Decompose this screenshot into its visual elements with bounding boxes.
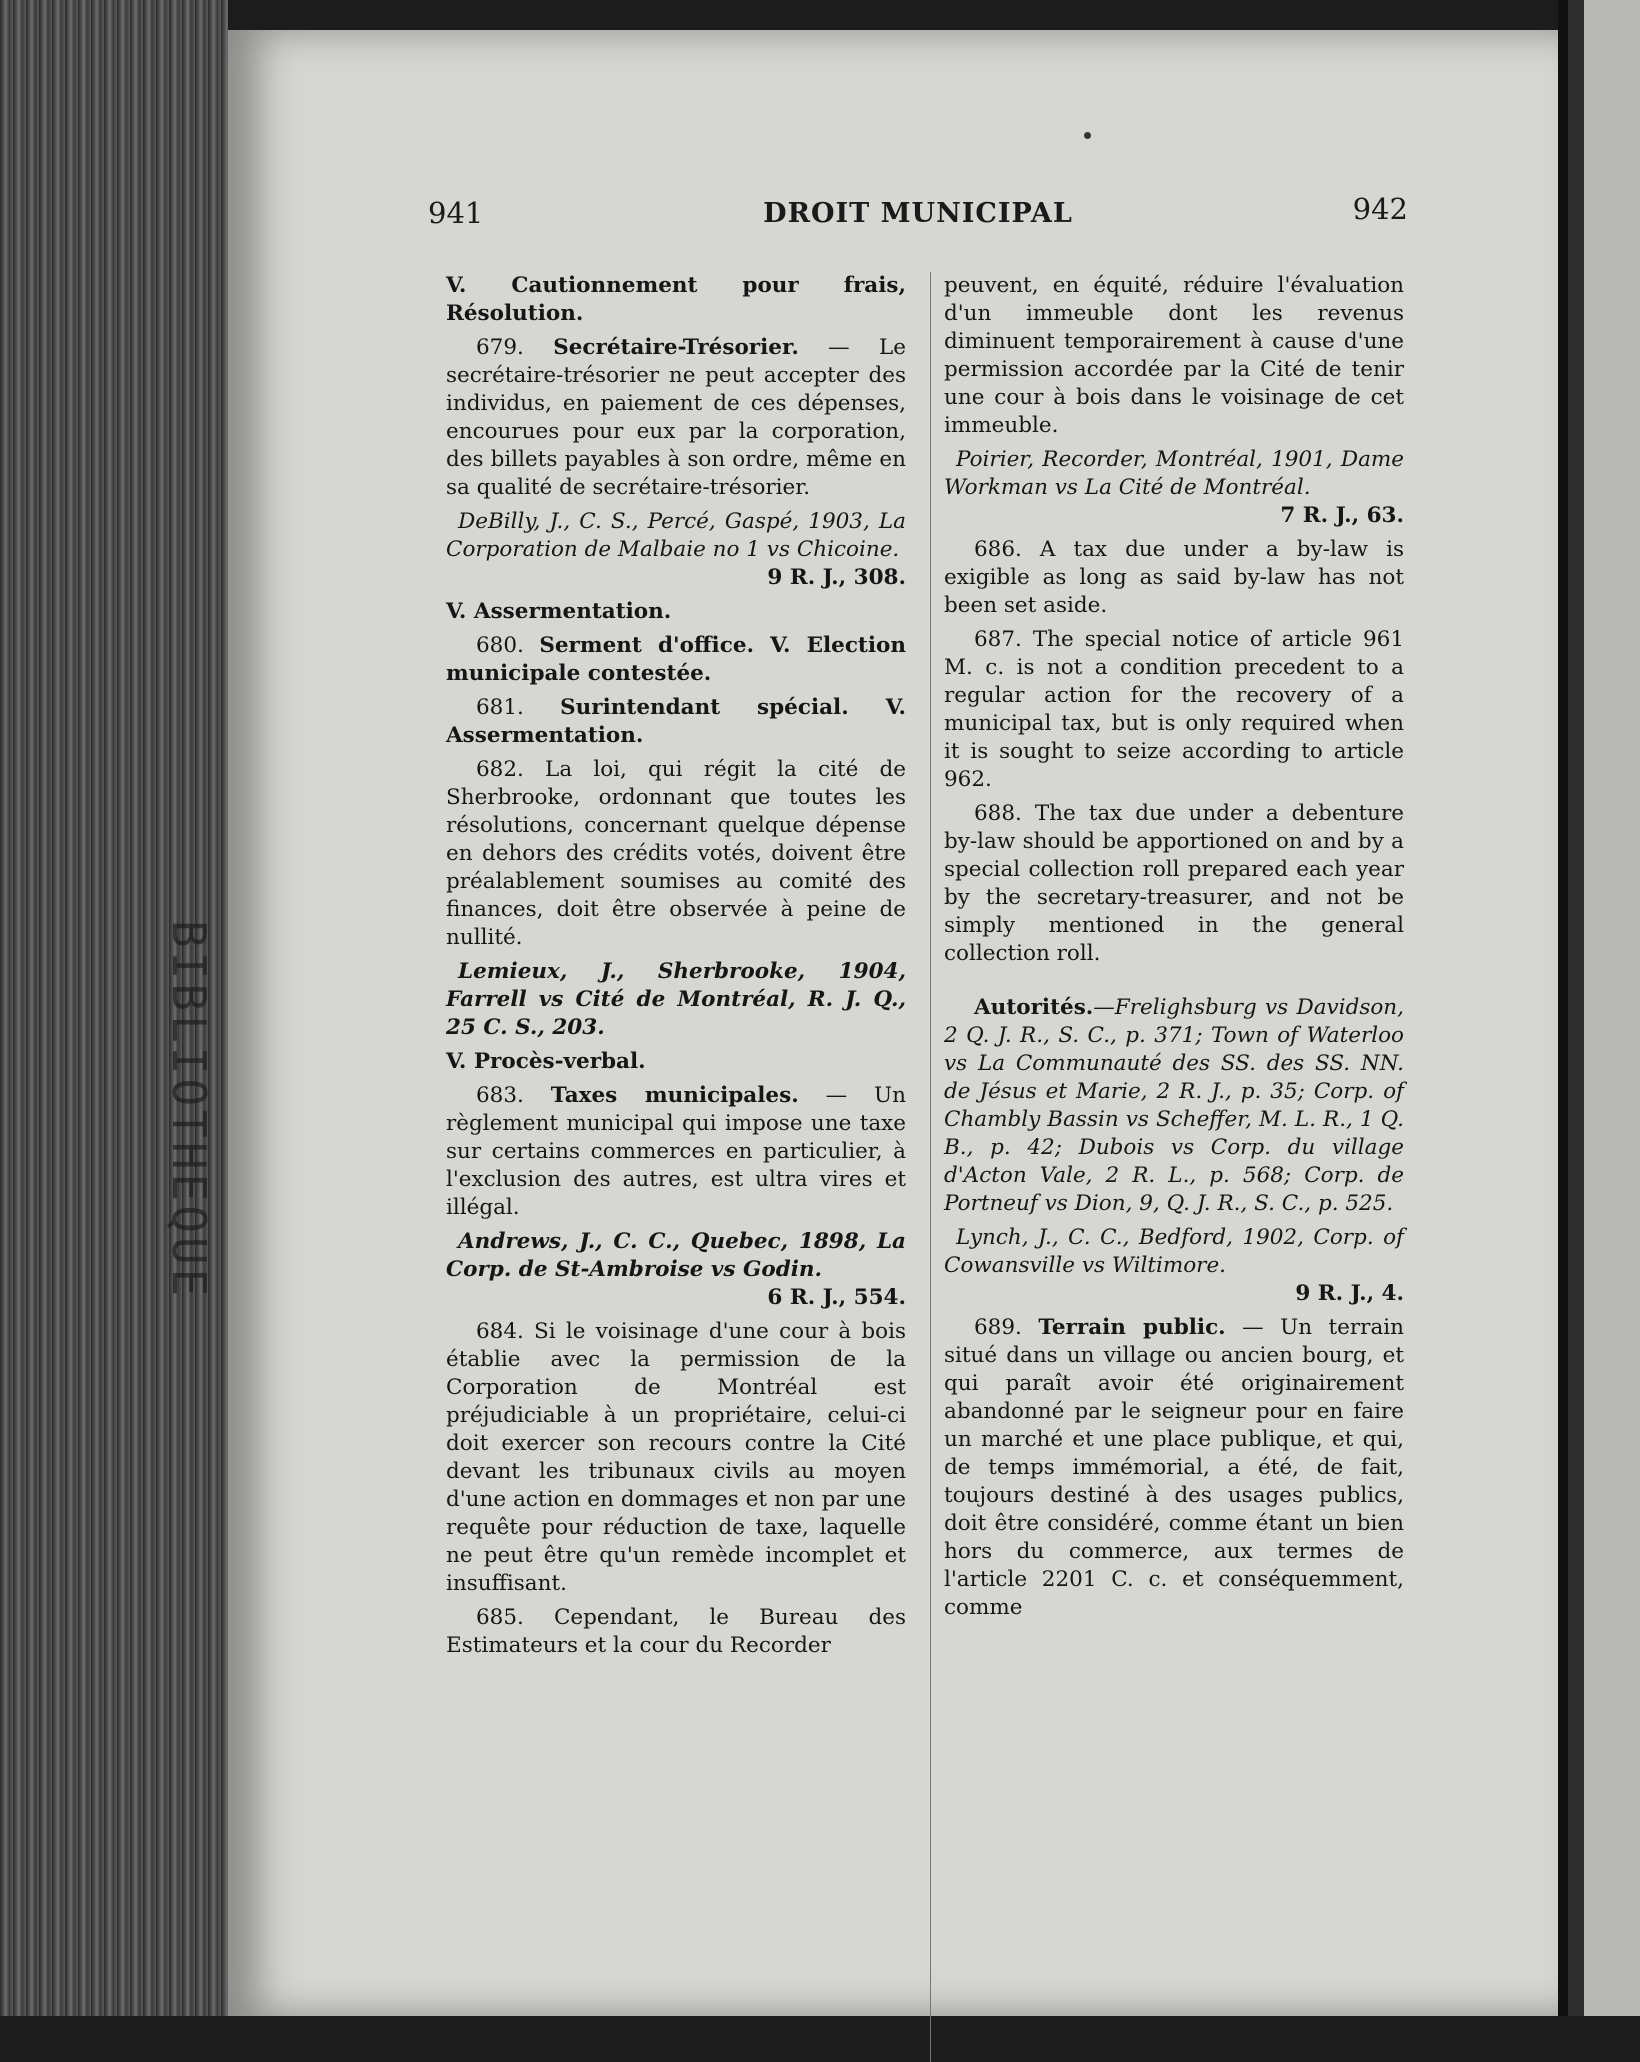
entry-687 (944, 626, 1404, 794)
entry-title: Serment d'office. V. Election municipale contestée. (446, 633, 906, 686)
facing-page-edge (1558, 0, 1640, 2016)
entry-title: Terrain public. (1038, 1315, 1226, 1340)
citation: Lemieux, J., Sherbrooke, 1904, Farrell vs Cité de Montréal, R. J. Q., 25 C. S., 203. (446, 959, 906, 1040)
entry-685 (446, 1604, 906, 1660)
entry-body: A tax due under a by-law is exigible as long as said by-law has not been set aside. (944, 537, 1404, 618)
spine-stamp: BIBLIOTHEQUE (162, 920, 216, 1301)
entry-689 (944, 1314, 1404, 1622)
column-divider (930, 272, 931, 2062)
entry-number: 681. (476, 695, 524, 720)
authorities-label: Autorités. (974, 995, 1094, 1020)
entry-681 (446, 694, 906, 750)
page-speck (1084, 132, 1091, 139)
report-reference: 9 R. J., 308. (767, 565, 906, 590)
entry-number: 689. (974, 1315, 1022, 1340)
report-reference: 7 R. J., 63. (1280, 503, 1404, 528)
entry-body: — Un règlement municipal qui impose une taxe sur certains commerces en particulier, à l'exclusion des autres, est ultra vires et illégal. (446, 1083, 906, 1220)
entry-body: — Un terrain situé dans un village ou ancien bourg, et qui paraît avoir été originairement abandonné par le seigneur pour en faire un marché et une place publique, et qui, de temps immémorial, a été, de fait, toujours destiné à des usages publics, doit être considéré, comme étant un bien hors du commerce, aux termes de l'article 2201 C. c. et conséquemment, comme (944, 1315, 1404, 1620)
entry-body: Si le voisinage d'une cour à bois établie avec la permission de la Corporation de Montréal est préjudiciable à un propriétaire, celui-ci doit exercer son recours contre la Cité devant les tribunaux civils au moyen d'une action en dommages et non par une requête pour réduction de taxe, laquelle ne peut être qu'un remède incomplet et insuffisant. (446, 1319, 906, 1596)
citation: DeBilly, J., C. S., Percé, Gaspé, 1903, La Corporation de Malbaie no 1 vs Chicoine. 9 R. J., 308. (446, 509, 906, 590)
entry-number: 683. (476, 1083, 524, 1108)
cross-reference: V. Cautionnement pour frais, Résolution. (446, 273, 906, 326)
citation: Andrews, J., C. C., Quebec, 1898, La Corp. de St-Ambroise vs Godin. 6 R. J., 554. (446, 1229, 906, 1310)
page-header (428, 192, 1408, 240)
entry-number: 688. (974, 801, 1022, 826)
entry-683 (446, 1082, 906, 1222)
entry-number: 682. (476, 757, 524, 782)
entry-686 (944, 536, 1404, 620)
entry-number: 679. (476, 335, 524, 360)
cross-reference: V. Assermentation. (446, 599, 672, 624)
entry-679 (446, 334, 906, 502)
right-column (944, 272, 1404, 1628)
entry-number: 686. (974, 537, 1022, 562)
running-title: DROIT MUNICIPAL (763, 198, 1073, 229)
entry-number: 684. (476, 1319, 524, 1344)
report-reference: 9 R. J., 4. (1295, 1281, 1404, 1306)
entry-682 (446, 756, 906, 952)
entry-680 (446, 632, 906, 688)
entry-number: 680. (476, 633, 524, 658)
entry-title: Secrétaire-Trésorier. (553, 335, 799, 360)
authorities (944, 994, 1404, 1218)
left-column (446, 272, 906, 1666)
entry-685-continued (944, 272, 1404, 440)
cross-reference: V. Procès-verbal. (446, 1049, 646, 1074)
report-reference: 6 R. J., 554. (767, 1285, 906, 1310)
citation: Poirier, Recorder, Montréal, 1901, Dame Workman vs La Cité de Montréal. 7 R. J., 63. (944, 447, 1404, 528)
entry-body: peuvent, en équité, réduire l'évaluation d'un immeuble dont les revenus diminuent temporairement à cause d'une permission accordée par la Cité de tenir une cour à bois dans le voisinage de cet immeuble. (944, 273, 1404, 438)
page-number-right: 942 (1352, 192, 1408, 226)
entry-body: — Le secrétaire-trésorier ne peut accepter des individus, en paiement de ces dépenses, encourues pour eux par la corporation, des billets payables à son ordre, même en sa qualité de secrétaire-trésorier. (446, 335, 906, 500)
citation: Lynch, J., C. C., Bedford, 1902, Corp. of Cowansville vs Wiltimore. 9 R. J., 4. (944, 1225, 1404, 1306)
entry-number: 687. (974, 627, 1022, 652)
entry-body: The tax due under a debenture by-law should be apportioned on and by a special collection roll prepared each year by the secretary-treasurer, and not be simply mentioned in the general collection roll. (944, 801, 1404, 966)
entry-body: La loi, qui régit la cité de Sherbrooke, ordonnant que toutes les résolutions, concernant quelque dépense en dehors des crédits votés, doivent être préalablement soumises au comité des finances, doit être observée à peine de nullité. (446, 757, 906, 950)
entry-body: Cependant, le Bureau des Estimateurs et la cour du Recorder (446, 1605, 906, 1658)
entry-title: Taxes municipales. (550, 1083, 799, 1108)
entry-number: 685. (476, 1605, 524, 1630)
page-number-left: 941 (428, 196, 484, 230)
entry-title: Surintendant spécial. V. Assermentation. (446, 695, 906, 748)
authorities-list: —Frelighsburg vs Davidson, 2 Q. J. R., S. C., p. 371; Town of Waterloo vs La Communauté des SS. des SS. NN. de Jésus et Marie, 2 R. J., p. 35; Corp. of Chambly Bassin vs Scheffer, M. L. R., 1 Q. B., p. 42; Dubois vs Corp. du village d'Acton Vale, 2 R. L., p. 568; Corp. de Portneuf vs Dion, 9, Q. J. R., S. C., p. 525. (944, 995, 1404, 1216)
entry-body: The special notice of article 961 M. c. is not a condition precedent to a regular action for the recovery of a municipal tax, but is only required when it is sought to seize according to article 962. (944, 627, 1404, 792)
entry-684 (446, 1318, 906, 1598)
entry-688 (944, 800, 1404, 968)
